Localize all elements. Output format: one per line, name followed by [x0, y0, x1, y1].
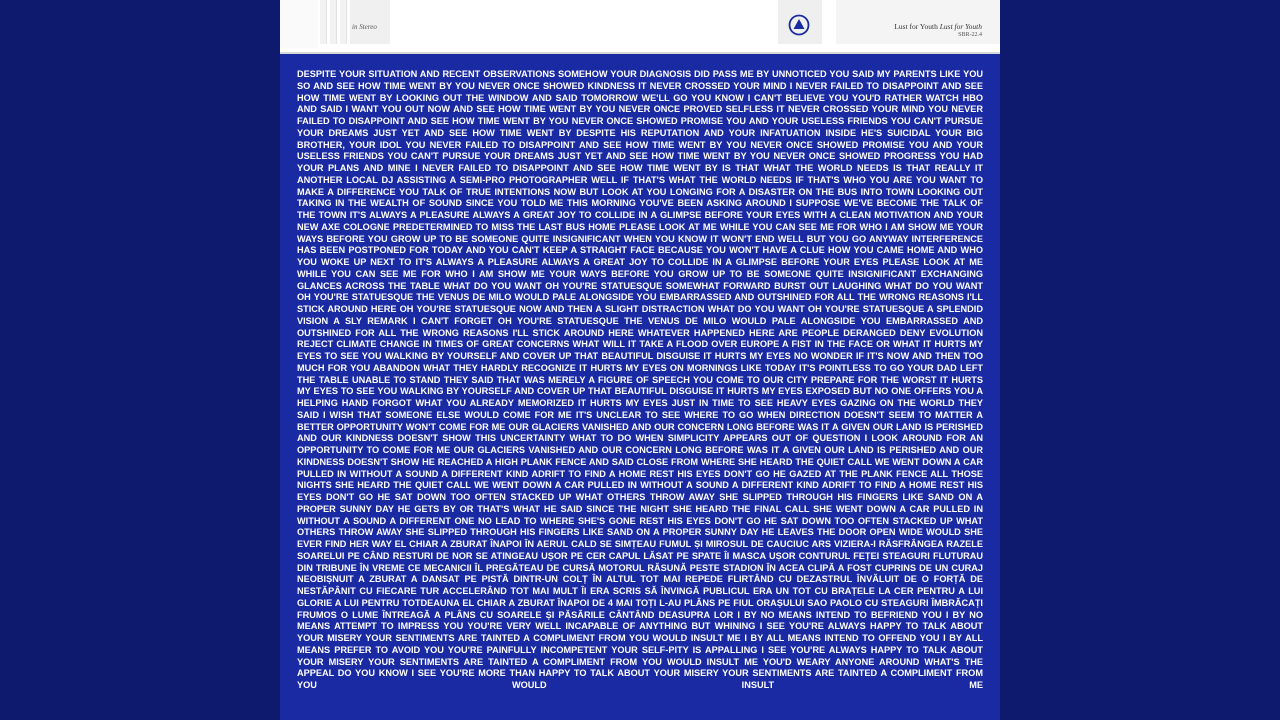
artist-name: Lust for Youth [894, 22, 938, 31]
in-stereo-label: in Stereo [352, 23, 377, 31]
lyrics-text-block: DESPITE YOUR SITUATION AND RECENT OBSERVATIONS SOMEHOW YOUR DIAGNOSIS DID PASS ME BY UNNOTICED YOU SAID MY PARENTS LIKE YOU SO AND SEE HOW TIME WENT BY YOU NEVER ONCE SHOWED KINDNESS IT NEVER CROSSED YOUR MIND I NEVER FAILED TO DISAPPOINT AND SEE HOW TIME WENT BY LOOKING OUT THE WINDOW AND SAID TOMORROW WE'LL GO YOU KNOW I CAN'T BELIEVE YOU YOU'D RATHER WATCH HBO AND SAID I WANT YOU OUT NOW AND SEE HOW TIME WENT BY YOU NEVER ONCE PROVED SELFLESS IT NEVER CROSSED YOUR MIND YOU NEVER FAILED TO DISAPPOINT AND SEE HOW TIME WENT BY YOU NEVER ONCE SHOWED PROMISE YOU AND YOUR USELESS FRIENDS YOU CAN'T PURSUE YOUR DREAMS JUST YET AND SEE HOW TIME WENT BY DESPITE HIS REPUTATION AND YOUR INFATUATION INSIDE HE'S SUICIDAL YOUR BIG BROTHER, YOUR IDOL YOU NEVER FAILED TO DISAPPOINT AND SEE HOW TIME WENT BY YOU NEVER ONCE SHOWED PROMISE YOU AND YOUR USELESS FRIENDS YOU CAN'T PURSUE YOUR DREAMS JUST YET AND SEE HOW TIME WENT BY YOU NEVER ONCE SHOWED PROGRESS YOU HAD YOUR PLANS AND MINE I NEVER FAILED TO DISAPPOINT AND SEE HOW TIME WENT BY IS THAT WHAT THE WORLD NEEDS IS THAT REALLY IT ANOTHER LOCAL DJ ASSISTING A SEMI-PRO PHOTOGRAPHER WELL IF THAT'S WHAT THE WORLD NEEDS IF THAT'S WHO YOU ARE YOU WANT TO MAKE A DIFFERENCE YOU TALK OF TRUE INTENTIONS NOW BUT LOOK AT YOU LONGING FOR A DISASTER ON THE BUS INTO TOWN LOOKING OUT TAKING IN THE WEALTH OF SOUND SINCE YOU TOLD ME THIS MORNING YOU'VE BEEN ASKING AROUND I SUPPOSE WE'VE BECOME THE TALK OF THE TOWN IT'S ALWAYS A PLEASURE ALWAYS A GREAT JOY TO COLLIDE IN A GLIMPSE BEFORE YOUR EYES WITH A CLEAN MOTIVATION AND YOUR NEW AXE COLOGNE PREDETERMINED TO MISS THE LAST BUS HOME PLEASE LOOK AT ME WHILE YOU CAN SEE ME FOR WHO I AM SHOW ME YOUR WAYS BEFORE YOU GROW UP TO BE SOMEONE QUITE INSIGNIFICANT WHEN YOU KNOW IT WON'T END WELL BUT YOU GO ANYWAY INTERFERENCE HAS BEEN POSTPONED FOR TODAY AND YOU CAN'T KEEP A STRAIGHT FACE BECAUSE YOU WON'T HAVE A CLUE HOW YOU CAME HOME AND WHO YOU WOKE UP NEXT TO IT'S ALWAYS A PLEASURE ALWAYS A GREAT JOY TO COLLIDE IN A GLIMPSE BEFORE YOUR EYES PLEASE LOOK AT ME WHILE YOU CAN SEE ME FOR WHO I AM SHOW ME YOUR WAYS BEFORE YOU GROW UP TO BE SOMEONE QUITE INSIGNIFICANT EXCHANGING GLANCES ACROSS THE TABLE WHAT DO YOU WANT OH YOU'RE STATUESQUE SOMEWHAT FORWARD BURST OUT LAUGHING WHAT DO YOU WANT OH YOU'RE STATUESQUE THE VENUS DE MILO WOULD PALE ALONGSIDE YOU EMBARRASSED AND OUTSHINED FOR ALL THE WRONG REASONS I'LL STICK AROUND HERE OH YOU'RE STATUESQUE NOW AND THEN A SLIGHT DISTRACTION WHAT DO YOU WANT OH YOU'RE STATUESQUE A SPLENDID VISION A SLY REMARK I CAN'T FORGET OH YOU'RE STATUESQUE THE VENUS DE MILO WOULD PALE ALONGSIDE YOU EMBARRASSED AND OUTSHINED FOR ALL THE WRONG REASONS I'LL STICK AROUND HERE WHATEVER HAPPENED HERE ARE PEOPLE DERANGED DENY EVOLUTION REJECT CLIMATE CHANGE IN TIMES OF GREAT CONCERNS WHAT WILL IT TAKE A FLOOD OVER EUROPE A FIST IN THE FACE OR WHAT IT HURTS MY EYES TO SEE YOU WALKING BY YOURSELF AND COVER UP THAT BEAUTIFUL DISGUISE IT HURTS MY EYES NO WONDER IF IT'S NOW AND THEN TOO MUCH FOR YOU ABANDON WHAT THEY HARDLY RECOGNIZE IT HURTS MY EYES ON MORNINGS LIKE TODAY IT'S POINTLESS TO GO YOUR DAD LEFT THE TABLE UNABLE TO STAND THEY SAID THAT WAS MERELY A FIGURE OF SPEECH YOU COME TO OUR CITY PREPARE FOR THE WORST IT HURTS MY EYES TO SEE YOU WALKING BY YOURSELF AND COVER UP THAT BEAUTIFUL DISGUISE IT HURTS MY EYES EXPOSED BUT NO ONE OFFERS YOU A HELPING HAND FORGOT WHAT YOU ALREADY MEMORIZED IT HURTS MY EYES JUST IN TIME TO SEE HEAVY EYES GAZING ON THE WORLD THEY SAID I WISH THAT SOMEONE ELSE WOULD COME FOR ME IT'S UNCLEAR TO SEE WHERE TO GO WHEN DIRECTION DOESN'T SEEM TO MATTER A BETTER OPPORTUNITY WON'T COME FOR ME OUR GLACIERS VANISHED AND OUR CONCERN LONG BEFORE WAS IT A GIVEN OUR LAND IS PERISHED AND OUR KINDNESS DOESN'T SHOW THIS UNCERTAINTY WHAT TO DO WHEN SIMPLICITY APPEARS OUT OF QUESTION I LOOK AROUND FOR AN OPPORTUNITY TO COME FOR ME OUR GLACIERS VANISHED AND OUR CONCERN LONG BEFORE WAS IT A GIVEN OUR LAND IS PERISHED AND OUR KINDNESS DOESN'T SHOW HE REACHED A HIGH PLANK FENCE AND SAID CLOSE FROM WHERE SHE HEARD THE QUIET CALL WE WENT DOWN A CAR PULLED IN WITHOUT A SOUND A DIFFERENT KIND ADRIFT TO FIND A HOME REST HIS EYES DON'T GO HE GAZED AT THE PLANK FENCE ALL THOSE NIGHTS SHE HEARD THE QUIET CALL WE WENT DOWN A CAR PULLED IN WITHOUT A SOUND A DIFFERENT KIND ADRIFT TO FIND A HOME REST HIS EYES DON'T GO HE SAT DOWN TOO OFTEN STACKED UP WHAT OTHERS THROW AWAY SHE SLIPPED THROUGH HIS FINGERS LIKE SAND ON A PROPER SUNNY DAY HE GETS BY OR THAT'S WHAT HE SAID SINCE THE NIGHT SHE HEARD THE FINAL CALL SHE WENT DOWN A CAR PULLED IN WITHOUT A SOUND A DIFFERENT ONE NO LEAD TO WHERE SHE'S GONE REST HIS EYES DON'T GO HE SAT DOWN TOO OFTEN STACKED UP WHAT OTHERS THROW AWAY SHE SLIPPED THROUGH HIS FINGERS LIKE SAND ON A PROPER SUNNY DAY HE LEAVES THE DOOR OPEN WIDE WOULD SHE EVER FIND HER WAY EL CHIAR A ZBURAT ÎNAPOI ÎN AERUL CALD SE SIMȚEAU FUMUL ȘI MIROSUL DE CAUCIUC ARS VIZIERA-I RĂSFRÂNGEA RAZELE SOARELUI PE CÂND RESTURI DE NOR SE ATINGEAU UȘOR PE CER CAPUL LĂSAT PE SPATE ÎI MASCA UȘOR CONTURUL FEȚEI STEAGURI FLUTURAU DIN TRIBUNE ÎN VREME CE MECANICII ÎL PREGĂTEAU DE CURSĂ MOTORUL RĂSUNĂ PESTE STADION ÎN ACEA CLIPĂ A FOST CUPRINS DE UN CURAJ NEOBIȘNUIT A ZBURAT A DANSAT PE PISTĂ DINTR-UN COLȚ ÎN ALTUL TOT MAI REPEDE FLIRTÂND CU DEZASTRUL ÎNVĂLUIT DE O FORȚĂ DE NESTĂPÂNIT CU FIECARE TUR ACCELERÂND TOT MAI MULT ÎI ERA SCRIS SĂ ÎNVINGĂ PUBLICUL ERA UN TOT CU BRAȚELE LA CER PENTRU A LUI GLORIE A LUI PENTRU TOTDEAUNA EL CHIAR A ZBURAT ÎNAPOI DE 4 MAI TOȚI L-AU PLÂNS PE FIUL ORAȘULUI SAO PAOLO CU STEAGURI ÎMBRĂCAȚI FRUMOS O LUME ÎNTREAGĂ A PLÂNS CU SOARELE ȘI PĂSĂRILE CÂNTÂND DEASUPRA LOR I BY NO MEANS INTEND TO BEFRIEND YOU I BY NO MEANS ATTEMPT TO IMPRESS YOU YOU'RE VERY WELL INCAPABLE OF ANYTHING BUT WHINING I SEE YOU'RE ALWAYS HAPPY TO TALK ABOUT YOUR MISERY YOUR SENTIMENTS ARE TAINTED A COMPLIMENT FROM YOU WOULD INSULT ME I BY ALL MEANS INTEND TO OFFEND YOU I BY ALL MEANS PREFER TO AVOID YOU YOU'RE PAINFULLY INCOMPETENT YOUR SELF-PITY IS APPALLING I SEE YOU'RE ALWAYS HAPPY TO TALK ABOUT YOUR MISERY YOUR SENTIMENTS ARE TAINTED A COMPLIMENT FROM YOU WOULD INSULT ME YOU'D WEARY ANYONE AROUND WHAT'S THE APPEAL DO YOU KNOW I SEE YOU'RE MORE THAN HAPPY TO TALK ABOUT YOUR MISERY YOUR SENTIMENTS ARE TAINTED A COMPLIMENT FROM YOU WOULD INSULT ME [297, 69, 983, 690]
album-cover [280, 0, 1000, 720]
cover-header-strip [280, 0, 1000, 54]
title-box [836, 0, 1000, 44]
header-panel-left [280, 0, 318, 48]
spine-stripe [320, 0, 327, 44]
logo-box [778, 0, 822, 44]
album-name: Lust for Youth [939, 22, 982, 31]
spine-stripe [340, 0, 347, 44]
triangle-in-circle-logo-icon [788, 14, 810, 36]
catalog-number: SBR-22.4 [958, 32, 982, 38]
release-title [894, 22, 982, 31]
spine-stripe [330, 0, 337, 44]
stereo-label-box [350, 0, 390, 44]
